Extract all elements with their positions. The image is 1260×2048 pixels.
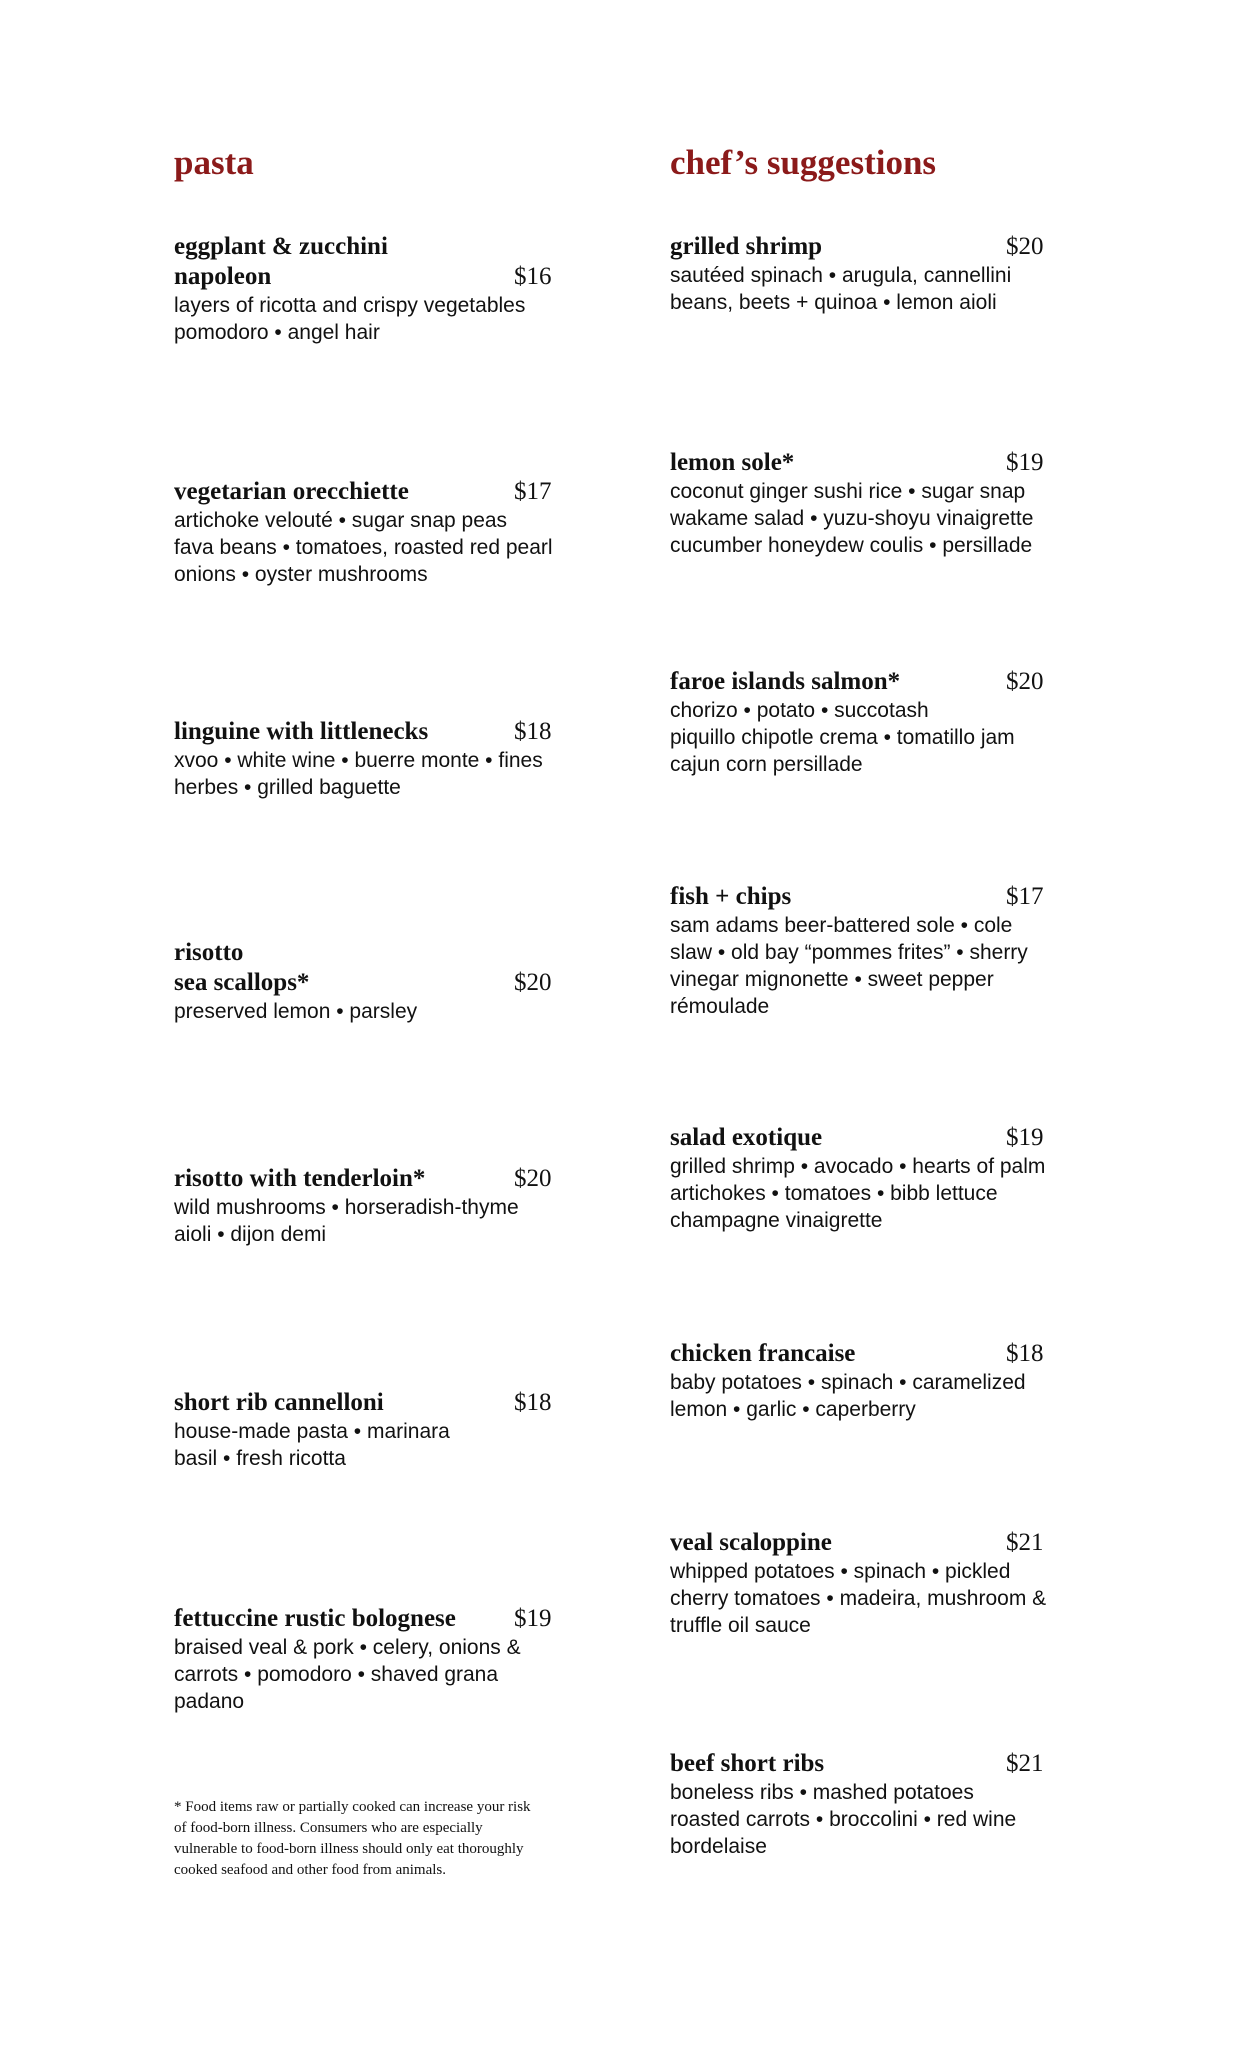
menu-item <box>670 232 1044 316</box>
menu-item-description: sam adams beer-battered sole • cole <box>670 914 1013 937</box>
menu-item <box>174 477 553 588</box>
menu-item-price: $17 <box>514 478 552 505</box>
menu-item-description: whipped potatoes • spinach • pickled <box>670 1560 1011 1583</box>
menu-item-description: cajun corn persillade <box>670 753 863 776</box>
menu-item-name: lemon sole* <box>670 449 795 476</box>
menu-item-name: napoleon <box>174 263 272 290</box>
menu-item-name: sea scallops* <box>174 969 310 996</box>
menu-item-price: $21 <box>1006 1750 1044 1777</box>
menu-item-description: beans, beets + quinoa • lemon aioli <box>670 291 997 314</box>
menu-item <box>670 882 1044 1020</box>
menu-item-name: chicken francaise <box>670 1340 856 1367</box>
menu-item-description: coconut ginger sushi rice • sugar snap <box>670 480 1026 503</box>
chef-suggestions-heading: chef’s suggestions <box>670 143 937 182</box>
menu-item-price: $18 <box>1006 1340 1044 1367</box>
menu-item-description: fava beans • tomatoes, roasted red pearl <box>174 536 553 559</box>
menu-item-description: rémoulade <box>670 995 770 1018</box>
menu-item-name: beef short ribs <box>670 1750 825 1777</box>
menu-item-description: artichoke velouté • sugar snap peas <box>174 509 508 532</box>
menu-item-name: fettuccine rustic bolognese <box>174 1605 456 1632</box>
menu-item <box>174 1164 552 1248</box>
menu-item-description: xvoo • white wine • buerre monte • fines <box>174 749 543 772</box>
menu-item-name: vegetarian orecchiette <box>174 478 409 505</box>
menu-item-description: pomodoro • angel hair <box>174 321 380 344</box>
menu-item-name: grilled shrimp <box>670 233 823 260</box>
menu-item-name: eggplant & zucchini <box>174 233 388 260</box>
menu-item-description: cherry tomatoes • madeira, mushroom & <box>670 1587 1047 1610</box>
menu-item-price: $16 <box>514 263 552 290</box>
menu-item-price: $20 <box>514 1165 552 1192</box>
menu-item-description: sautéed spinach • arugula, cannellini <box>670 264 1012 287</box>
menu-item-description: preserved lemon • parsley <box>174 1000 418 1023</box>
menu-item <box>670 1749 1044 1860</box>
menu-item-description: champagne vinaigrette <box>670 1209 883 1232</box>
menu-item-description: chorizo • potato • succotash <box>670 699 929 722</box>
menu-item-description: wild mushrooms • horseradish-thyme <box>174 1196 519 1219</box>
menu-item-price: $18 <box>514 718 552 745</box>
menu-item-description: braised veal & pork • celery, onions & <box>174 1636 521 1659</box>
menu-item-description: piquillo chipotle crema • tomatillo jam <box>670 726 1015 749</box>
footnote-line: of food-born illness. Consumers who are especially <box>174 1820 483 1836</box>
menu-item-description: carrots • pomodoro • shaved grana <box>174 1663 499 1686</box>
menu-item-price: $19 <box>1006 1124 1044 1151</box>
menu-item <box>670 448 1044 559</box>
menu-item-description: layers of ricotta and crispy vegetables <box>174 294 526 317</box>
menu-item-price: $21 <box>1006 1529 1044 1556</box>
menu-item-description: house-made pasta • marinara <box>174 1420 450 1443</box>
menu-item-description: truffle oil sauce <box>670 1614 811 1637</box>
menu-item-price: $20 <box>1006 233 1044 260</box>
menu-item-description: baby potatoes • spinach • caramelized <box>670 1371 1026 1394</box>
menu-item <box>174 232 552 346</box>
menu-item <box>670 1339 1044 1423</box>
menu-item-description: grilled shrimp • avocado • hearts of palm <box>670 1155 1046 1178</box>
footnote-line: * Food items raw or partially cooked can increase your risk <box>174 1799 531 1815</box>
menu-item-name: risotto with tenderloin* <box>174 1165 426 1192</box>
footnote-line: cooked seafood and other food from animals. <box>174 1862 446 1878</box>
menu-item-description: roasted carrots • broccolini • red wine <box>670 1808 1017 1831</box>
menu-item-description: aioli • dijon demi <box>174 1223 327 1246</box>
menu-item-description: lemon • garlic • caperberry <box>670 1398 916 1421</box>
menu-item-name: veal scaloppine <box>670 1529 832 1556</box>
food-safety-footnote <box>174 1797 614 1881</box>
menu-item <box>670 667 1044 778</box>
footnote-line: vulnerable to food-born illness should only eat thoroughly <box>174 1841 524 1857</box>
menu-item-description: vinegar mignonette • sweet pepper <box>670 968 994 991</box>
menu-item-description: cucumber honeydew coulis • persillade <box>670 534 1033 557</box>
menu-item-description: slaw • old bay “pommes frites” • sherry <box>670 941 1028 964</box>
menu-item <box>174 938 552 1025</box>
menu-item <box>174 1388 552 1472</box>
menu-item-price: $18 <box>514 1389 552 1416</box>
pasta-heading: pasta <box>174 143 254 182</box>
menu-item-name: short rib cannelloni <box>174 1389 384 1416</box>
menu-item-description: wakame salad • yuzu-shoyu vinaigrette <box>670 507 1034 530</box>
menu-item-description: artichokes • tomatoes • bibb lettuce <box>670 1182 998 1205</box>
menu-item-price: $19 <box>514 1605 552 1632</box>
menu-item <box>174 717 552 801</box>
menu-item-description: basil • fresh ricotta <box>174 1447 346 1470</box>
menu-item-description: onions • oyster mushrooms <box>174 563 428 586</box>
menu-item-price: $17 <box>1006 883 1044 910</box>
menu-item-description: padano <box>174 1690 245 1713</box>
menu-item <box>670 1123 1045 1234</box>
menu-item-price: $19 <box>1006 449 1044 476</box>
menu-item-price: $20 <box>514 969 552 996</box>
menu-item-name: linguine with littlenecks <box>174 718 429 745</box>
menu-item-price: $20 <box>1006 668 1044 695</box>
menu-item-name: risotto <box>174 939 244 966</box>
menu-item-name: fish + chips <box>670 883 792 910</box>
menu-item <box>174 1604 552 1715</box>
menu-item-description: herbes • grilled baguette <box>174 776 401 799</box>
menu-item-description: bordelaise <box>670 1835 767 1858</box>
menu-item-name: salad exotique <box>670 1124 823 1151</box>
menu-item-description: boneless ribs • mashed potatoes <box>670 1781 974 1804</box>
menu-item-name: faroe islands salmon* <box>670 668 901 695</box>
menu-item <box>670 1528 1046 1639</box>
